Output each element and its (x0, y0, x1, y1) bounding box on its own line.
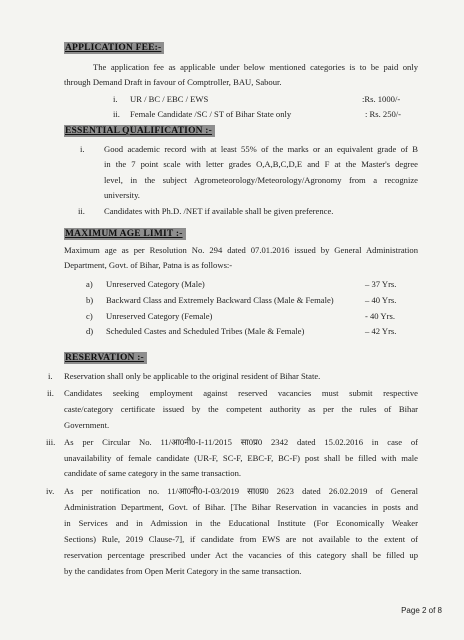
qualification-heading: ESSENTIAL QUALIFICATION :- (64, 125, 215, 137)
reservation-item-3-line-1: As per Circular No. 11/आ0नी0-I-11/2015 सा0प्र0 2342 dated 15.02.2016 in case of (64, 437, 418, 447)
reservation-item-2-line-3: Government. (64, 420, 110, 430)
fee-item-1-label: UR / BC / EBC / EWS (130, 94, 209, 104)
qualification-item-1-line-3: level, in the subject Agrometeorology/Meteorology/Agronomy from a recognize (104, 175, 418, 185)
reservation-heading: RESERVATION :- (64, 352, 147, 364)
age-item-a-label: Unreserved Category (Male) (106, 279, 205, 289)
age-item-c-number: c) (86, 311, 93, 321)
reservation-item-4-line-5: reservation percentage prescribed under Act the vacancies of this category shall be filled up (64, 550, 418, 560)
reservation-item-4-line-1: As per notification no. 11/आ0नी0-I-03/2019 सा0प्र0 2623 dated 26.02.2019 of General (64, 486, 418, 496)
age-item-b-number: b) (86, 295, 94, 305)
fee-item-2-label: Female Candidate /SC / ST of Bihar State only (130, 109, 292, 119)
reservation-item-3-line-2: unavailability of female candidate (UR-F, SC-F, EBC-F, BC-F) post shall be filled with male (64, 453, 418, 463)
qualification-item-2-number: ii. (78, 206, 85, 216)
qualification-item-1-line-2: in the 7 point scale with letter grades O,A,B,C,D,E and F at the Master's degree (104, 159, 418, 169)
age-item-b-value: – 40 Yrs. (365, 295, 397, 305)
age-item-a-number: a) (86, 279, 93, 289)
reservation-item-4-line-4: Sections) Rule, 2019 Clause-7], if candidate from EWS are not available to the extent of (64, 534, 418, 544)
qualification-item-1-line-4: university. (104, 190, 140, 200)
age-item-d-number: d) (86, 326, 94, 336)
age-item-c-value: - 40 Yrs. (365, 311, 395, 321)
fee-item-2-number: ii. (113, 109, 120, 119)
age-intro-line-1: Maximum age as per Resolution No. 294 dated 07.01.2016 issued by General Administration (64, 245, 418, 255)
fee-intro-line-1: The application fee as applicable under below mentioned categories is to be paid only (93, 62, 418, 72)
reservation-item-2-line-1: Candidates seeking employment against reserved vacancies must submit respective (64, 388, 418, 398)
reservation-item-4-number: iv. (46, 486, 55, 496)
qualification-item-1-number: i. (80, 144, 85, 154)
page-number: Page 2 of 8 (401, 606, 442, 615)
fee-item-1-number: i. (113, 94, 118, 104)
age-item-c-label: Unreserved Category (Female) (106, 311, 213, 321)
age-item-d-value: – 42 Yrs. (365, 326, 397, 336)
age-item-b-label: Backward Class and Extremely Backward Class (Male & Female) (106, 295, 334, 305)
reservation-item-4-line-3: in Services and in Admission in the Educational Institute (For Economically Weaker (64, 518, 418, 528)
reservation-item-3-number: iii. (46, 437, 56, 447)
reservation-item-4-line-6: by the candidates from Open Merit Category in the same transaction. (64, 566, 302, 576)
age-limit-heading: MAXIMUM AGE LIMIT :- (64, 228, 186, 240)
reservation-item-2-line-2: caste/category certificate issued by the competent authority as per the rules of Bihar (64, 404, 418, 414)
age-item-d-label: Scheduled Castes and Scheduled Tribes (Male & Female) (106, 326, 305, 336)
qualification-item-1-line-1: Good academic record with at least 55% of the marks or an equivalent grade of B (104, 144, 418, 154)
qualification-item-2-text: Candidates with Ph.D. /NET if available shall be given preference. (104, 206, 334, 216)
reservation-item-1-text: Reservation shall only be applicable to the original resident of Bihar State. (64, 371, 321, 381)
reservation-item-2-number: ii. (47, 388, 54, 398)
age-item-a-value: – 37 Yrs. (365, 279, 397, 289)
application-fee-heading: APPLICATION FEE:- (64, 42, 164, 54)
reservation-item-1-number: i. (48, 371, 53, 381)
age-intro-line-2: Department, Govt. of Bihar, Patna is as follows:- (64, 260, 233, 270)
fee-item-1-amount: :Rs. 1000/- (362, 94, 401, 104)
reservation-item-3-line-3: candidate of same category in the same transaction. (64, 468, 242, 478)
fee-item-2-amount: : Rs. 250/- (365, 109, 402, 119)
reservation-item-4-line-2: Administration Department, Govt. of Bihar. [The Bihar Reservation in vacancies in posts and (64, 502, 418, 512)
fee-intro-line-2: through Demand Draft in favour of Comptroller, BAU, Sabour. (64, 77, 282, 87)
